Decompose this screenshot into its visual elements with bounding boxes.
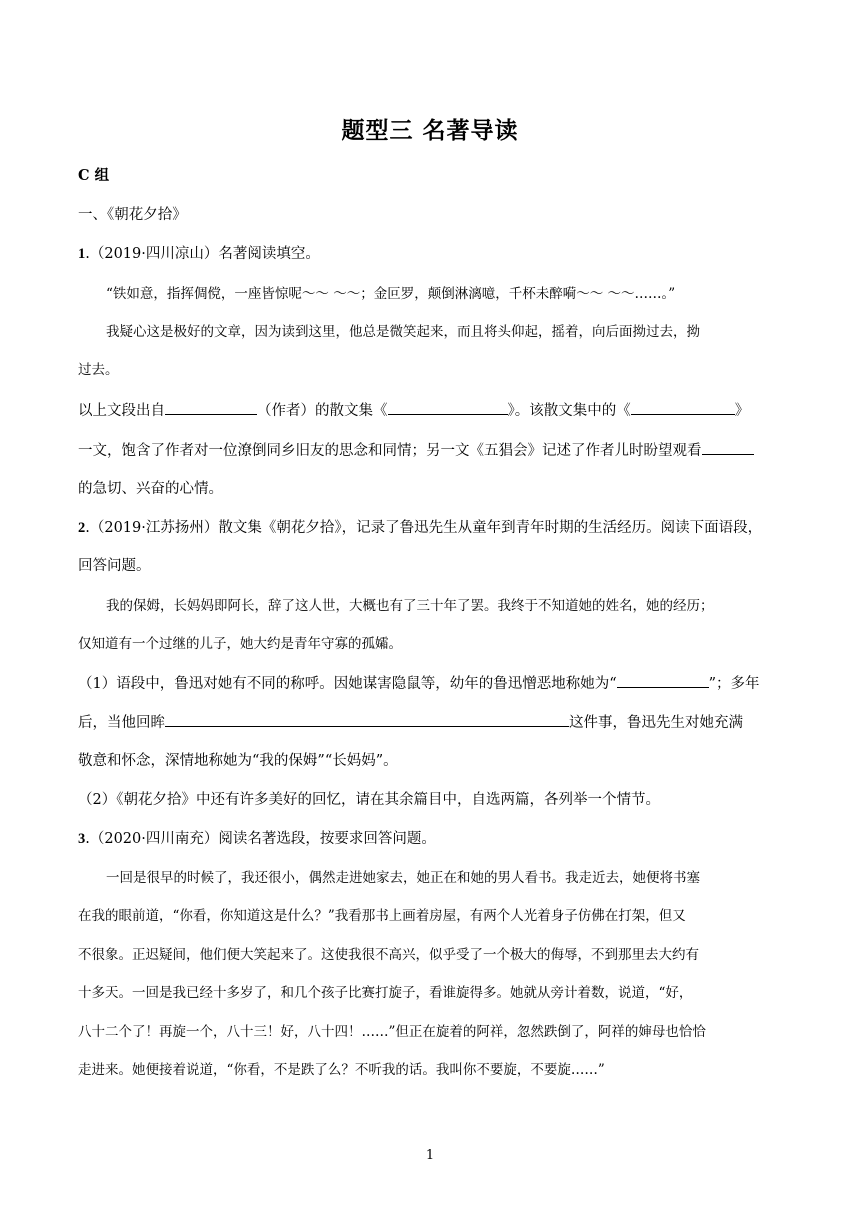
sub-question-1 (78, 673, 784, 694)
fill-text: ”；多年 (708, 676, 760, 692)
passage-line: 一回是很早的时候了，我还很小，偶然走进她家去，她正在和她的男人看书。我走近去，她便将书塞 (106, 870, 700, 886)
group-label: C 组 (78, 167, 110, 184)
fill-text: 》。该散文集中的《 (507, 403, 631, 419)
passage-line: 不很象。正迟疑间，他们便大笑起来了。这使我很不高兴，似乎受了一个极大的侮辱，不到那里去大约有 (78, 947, 699, 963)
passage-line: 走进来。她便接着说道，“你看，不是跌了么？不听我的话。我叫你不要旋，不要旋……” (78, 1062, 605, 1078)
passage-line: 在我的眼前道，“你看，你知道这是什么？”我看那书上画着房屋，有两个人光着身子仿佛在打架，但又 (78, 908, 686, 924)
passage-line: 八十二个了！再旋一个，八十三！好，八十四！……”但正在旋着的阿祥，忽然跌倒了，阿祥的婶母也恰恰 (78, 1024, 706, 1040)
fill-text: 这件事，鲁迅先生对她充满 (569, 715, 743, 731)
question-number: 1 (78, 246, 86, 262)
quote-line: “铁如意，指挥倜傥，一座皆惊呢～～ ～～；金叵罗，颠倒淋漓噫，千杯未醉嗬～～ ～～……。” (106, 286, 676, 302)
fill-text: 后，当他回眸 (78, 715, 165, 731)
fill-line (78, 400, 784, 421)
passage-line: 十多天。一回是我已经十多岁了，和几个孩子比赛打旋子，看谁旋得多。她就从旁计着数，说道，“好， (78, 985, 693, 1001)
answer-blank[interactable] (165, 400, 257, 415)
sub-question-1-cont: 敬意和怀念，深情地称她为“我的保姆”“长妈妈”。 (78, 753, 398, 769)
question-text: .（2020·四川南充）阅读名著选段，按要求回答问题。 (85, 831, 436, 847)
answer-blank[interactable] (388, 400, 508, 415)
passage-line: 仅知道有一个过继的儿子，她大约是青年守寡的孤孀。 (78, 636, 402, 652)
question-2-stem (78, 518, 784, 538)
question-number: 3 (78, 831, 86, 847)
question-text: .（2019·四川凉山）名著阅读填空。 (85, 246, 320, 262)
answer-blank[interactable] (165, 712, 569, 727)
fill-text: （1）语段中，鲁迅对她有不同的称呼。因她谋害隐鼠等，幼年的鲁迅憎恶地称她为“ (78, 676, 617, 692)
fill-text: 以上文段出自 (78, 403, 165, 419)
answer-blank[interactable] (702, 440, 754, 455)
section-heading: 一、《朝花夕拾》 (78, 207, 187, 223)
sub-question-1-cont (78, 712, 784, 733)
fill-line: 的急切、兴奋的心情。 (78, 481, 223, 497)
question-number: 2 (78, 520, 86, 536)
fill-text: 一文，饱含了作者对一位潦倒同乡旧友的思念和同情；另一文《五猖会》记述了作者儿时盼望观看 (78, 443, 702, 459)
quote-line: 我疑心这是极好的文章，因为读到这里，他总是微笑起来，而且将头仰起，摇着，向后面拗过去，拗 (106, 324, 700, 340)
question-text: .（2019·江苏扬州）散文集《朝花夕拾》，记录了鲁迅先生从童年到青年时期的生活经历。阅读下面语段， (85, 520, 763, 536)
question-3-stem (78, 829, 784, 849)
answer-blank[interactable] (617, 673, 709, 688)
quote-line: 过去。 (78, 362, 119, 378)
fill-text: （作者）的散文集《 (257, 403, 388, 419)
page-number: 1 (425, 1148, 435, 1163)
question-text: 回答问题。 (78, 558, 151, 574)
fill-text: 》 (734, 403, 750, 419)
sub-question-2: （2）《朝花夕拾》中还有许多美好的回忆，请在其余篇目中，自选两篇，各列举一个情节。 (78, 792, 660, 808)
question-1-stem (78, 244, 784, 264)
fill-line (78, 440, 784, 461)
answer-blank[interactable] (631, 400, 735, 415)
passage-line: 我的保姆，长妈妈即阿长，辞了这人世，大概也有了三十年了罢。我终于不知道她的姓名，她的经历； (106, 598, 714, 614)
page-title: 题型三 名著导读 (341, 117, 519, 144)
